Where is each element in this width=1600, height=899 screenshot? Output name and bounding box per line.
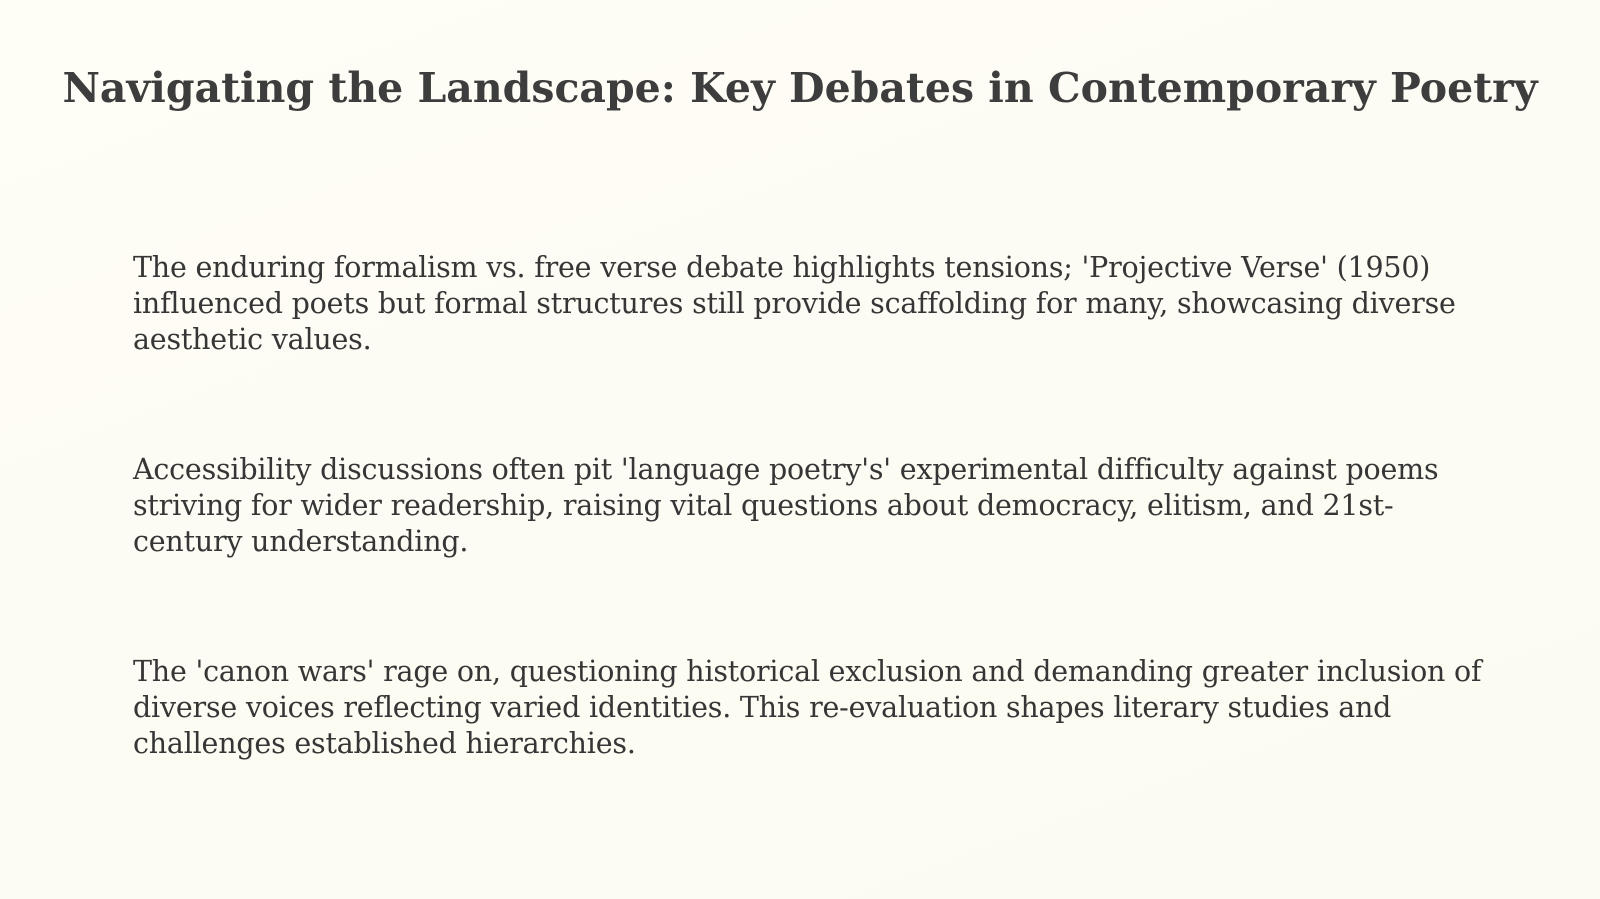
title-area <box>0 0 1600 140</box>
slide-title: Navigating the Landscape: Key Debates in Contemporary Poetry <box>62 64 1538 112</box>
bullet-accessibility: Accessibility discussions often pit 'language poetry's' experimental difficulty against poems striving for wider readership, raising vital questions about democracy, elitism, and 21st-century understanding. <box>133 453 1439 558</box>
bullet-canon-wars: The 'canon wars' rage on, questioning historical exclusion and demanding greater inclusion of diverse voices reflecting varied identities. This re-evaluation shapes literary studies and challenges established hierarchies. <box>133 655 1482 760</box>
bullet-list <box>133 250 1493 856</box>
bullet-formalism: The enduring formalism vs. free verse debate highlights tensions; 'Projective Verse' (1950) influenced poets but formal structures still provide scaffolding for many, showcasing diverse aesthetic values. <box>133 251 1456 356</box>
